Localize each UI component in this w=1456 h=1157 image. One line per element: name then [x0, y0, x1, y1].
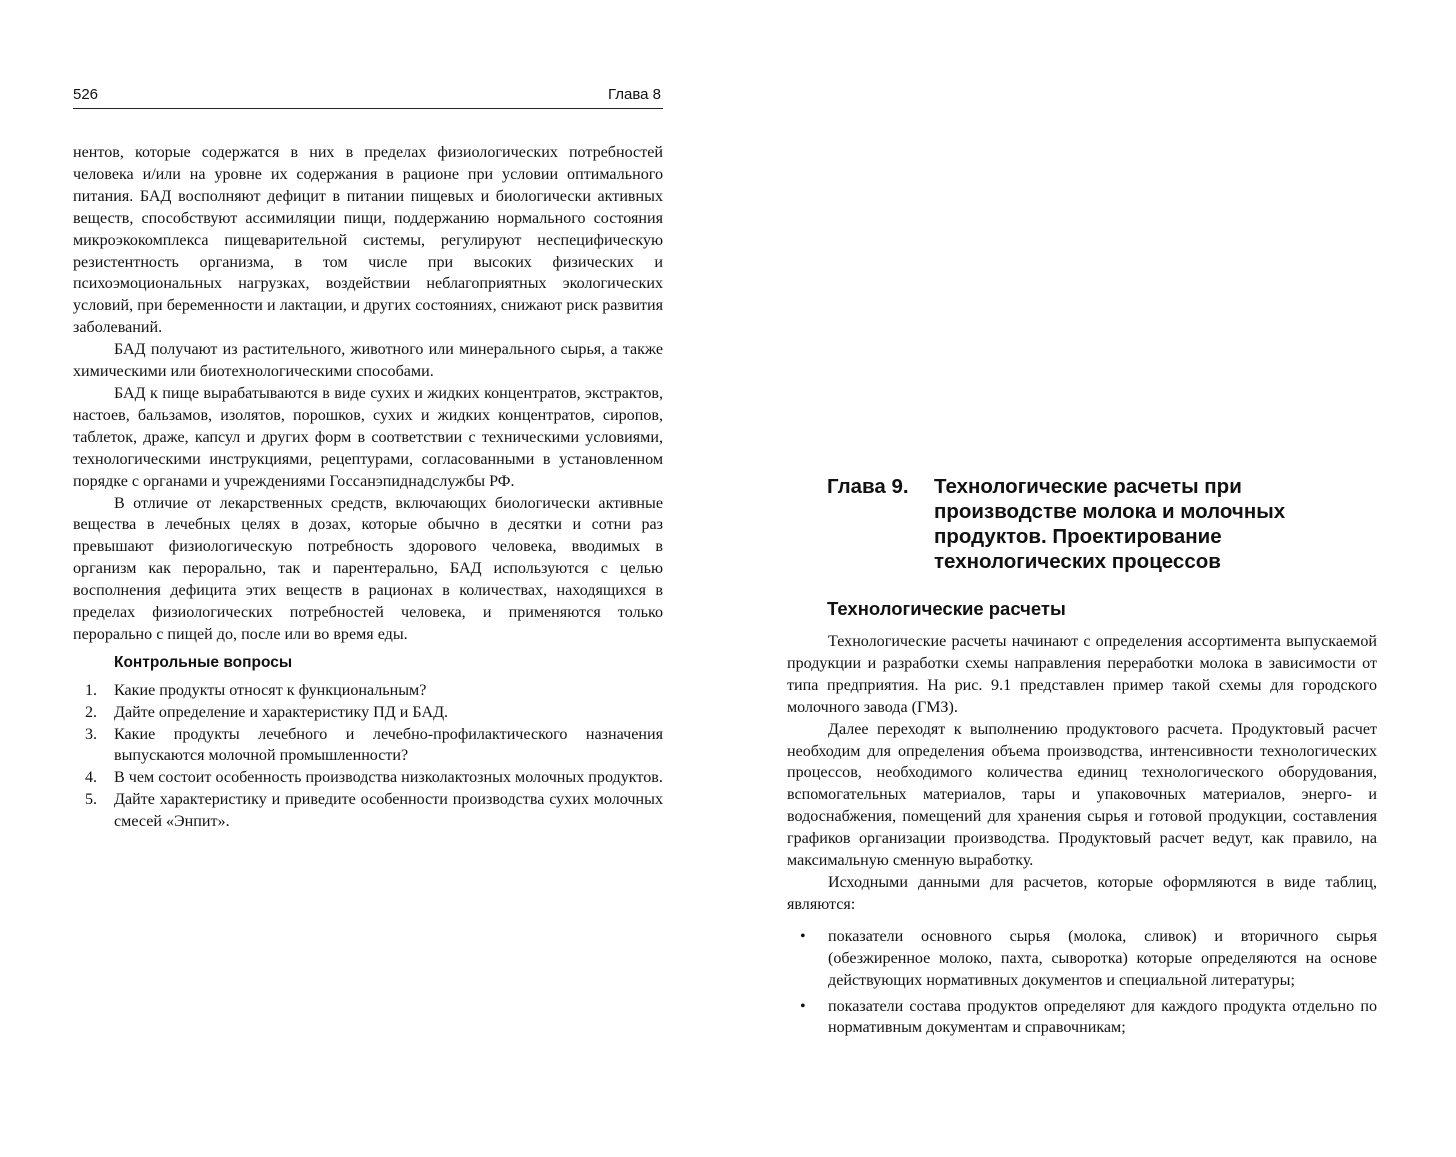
question-number: 5. [85, 791, 98, 809]
paragraph: БАД к пище вырабатываются в виде сухих и жидких концентратов, экстрактов, настоев, бальзамов, изолятов, порошков, сухих и жидких концентратов, сиропов, таблеток, драже, капсул и других форм в соответствии с техническими условиями, технологическими инструкциями, рецептурами, согласованными в установленном порядке с органами и учреждениями Госсанэпиднадслужбы РФ. [73, 384, 663, 490]
question-text: В чем состоит особенность производства низколактозных молочных продуктов. [114, 769, 663, 787]
paragraph: Далее переходят к выполнению продуктового расчета. Продуктовый расчет необходим для определения объема производства, интенсивности технологических процессов, необходимого количества единиц технологического оборудования, вспомогательных материалов, тары и упаковочных материалов, энерго- и водоснабжения, помещений для хранения сырья и готовой продукции, составления графиков организации производства. Продуктовый расчет ведут, как правило, на максимальную сменную выработку. [787, 720, 1377, 870]
question-item [73, 680, 663, 702]
paragraph: БАД получают из растительного, животного или минерального сырья, а также химическими или биотехнологическими способами. [73, 341, 663, 381]
bullet-text: показатели состава продуктов определяют для каждого продукта отдельно по нормативным документам и справочникам; [828, 997, 1377, 1037]
paragraph: Исходными данными для расчетов, которые оформляются в виде таблиц, являются: [787, 873, 1377, 913]
chapter-title: Технологические расчеты при производстве молока и молочных продуктов. Проектирование технологических процессов [934, 475, 1286, 573]
left-body-text [73, 142, 663, 833]
questions-list [73, 680, 663, 833]
bullet-text: показатели основного сырья (молока, сливок) и вторичного сырья (обезжиренное молоко, пахта, сыворотка) которые определяются на основе действующих нормативных документов и специальной литературы; [828, 927, 1377, 989]
chapter-number: Глава 9. [827, 475, 909, 498]
question-item [73, 702, 663, 724]
right-body-text [787, 631, 1377, 1043]
question-text: Какие продукты относят к функциональным? [114, 681, 427, 699]
bullet-item [787, 926, 1377, 992]
question-text: Какие продукты лечебного и лечебно-профилактического назначения выпускаются молочной промышленности? [114, 725, 663, 765]
chapter-heading [827, 474, 1367, 574]
section-title: Технологические расчеты [827, 598, 1066, 619]
bullet-icon: • [800, 997, 806, 1015]
question-text: Дайте определение и характеристику ПД и БАД. [114, 703, 449, 721]
paragraph: Технологические расчеты начинают с определения ассортимента выпускаемой продукции и разработки схемы направления переработки молока в зависимости от типа предприятия. На рис. 9.1 представлен пример такой схемы для городского молочного завода (ГМЗ). [787, 633, 1377, 716]
page-header [73, 86, 663, 109]
page-number: 526 [73, 86, 99, 103]
paragraph: нентов, которые содержатся в них в пределах физиологических потребностей человека и/или на уровне их содержания в рационе при условии оптимального питания. БАД восполняют дефицит в питании пищевых и биологически активных веществ, способствуют ассимиляции пищи, поддержанию нормального состояния микроэкокомплекса пищеварительной системы, регулируют неспецифическую резистентность организма, в том числе при высоких физических и психоэмоциональных нагрузках, воздействии неблагоприятных экологических условий, при беременности и лактации, и других состояниях, снижают риск развития заболеваний. [73, 144, 663, 337]
question-number: 1. [85, 681, 98, 699]
bullet-icon: • [800, 927, 806, 945]
question-item [73, 767, 663, 789]
question-number: 2. [85, 703, 98, 721]
bullet-list [787, 926, 1377, 1040]
question-number: 4. [85, 769, 98, 787]
question-number: 3. [85, 725, 98, 743]
questions-heading: Контрольные вопросы [114, 653, 293, 671]
running-head: Глава 8 [607, 86, 661, 103]
paragraph: В отличие от лекарственных средств, включающих биологически активные вещества в лечебных целях в дозах, которые обычно в десятки и сотни раз превышают физиологическую потребность здорового человека, вводимых в организм как перорально, так и парентерально, БАД используются с целью восполнения дефицита этих веществ в рационах в количествах, находящихся в пределах физиологических потребностей человека, и применяются только перорально с пищей до, после или во время еды. [73, 494, 663, 643]
bullet-item [787, 996, 1377, 1040]
question-item [73, 789, 663, 833]
question-item [73, 724, 663, 768]
question-text: Дайте характеристику и приведите особенности производства сухих молочных смесей «Энпит». [114, 791, 663, 831]
